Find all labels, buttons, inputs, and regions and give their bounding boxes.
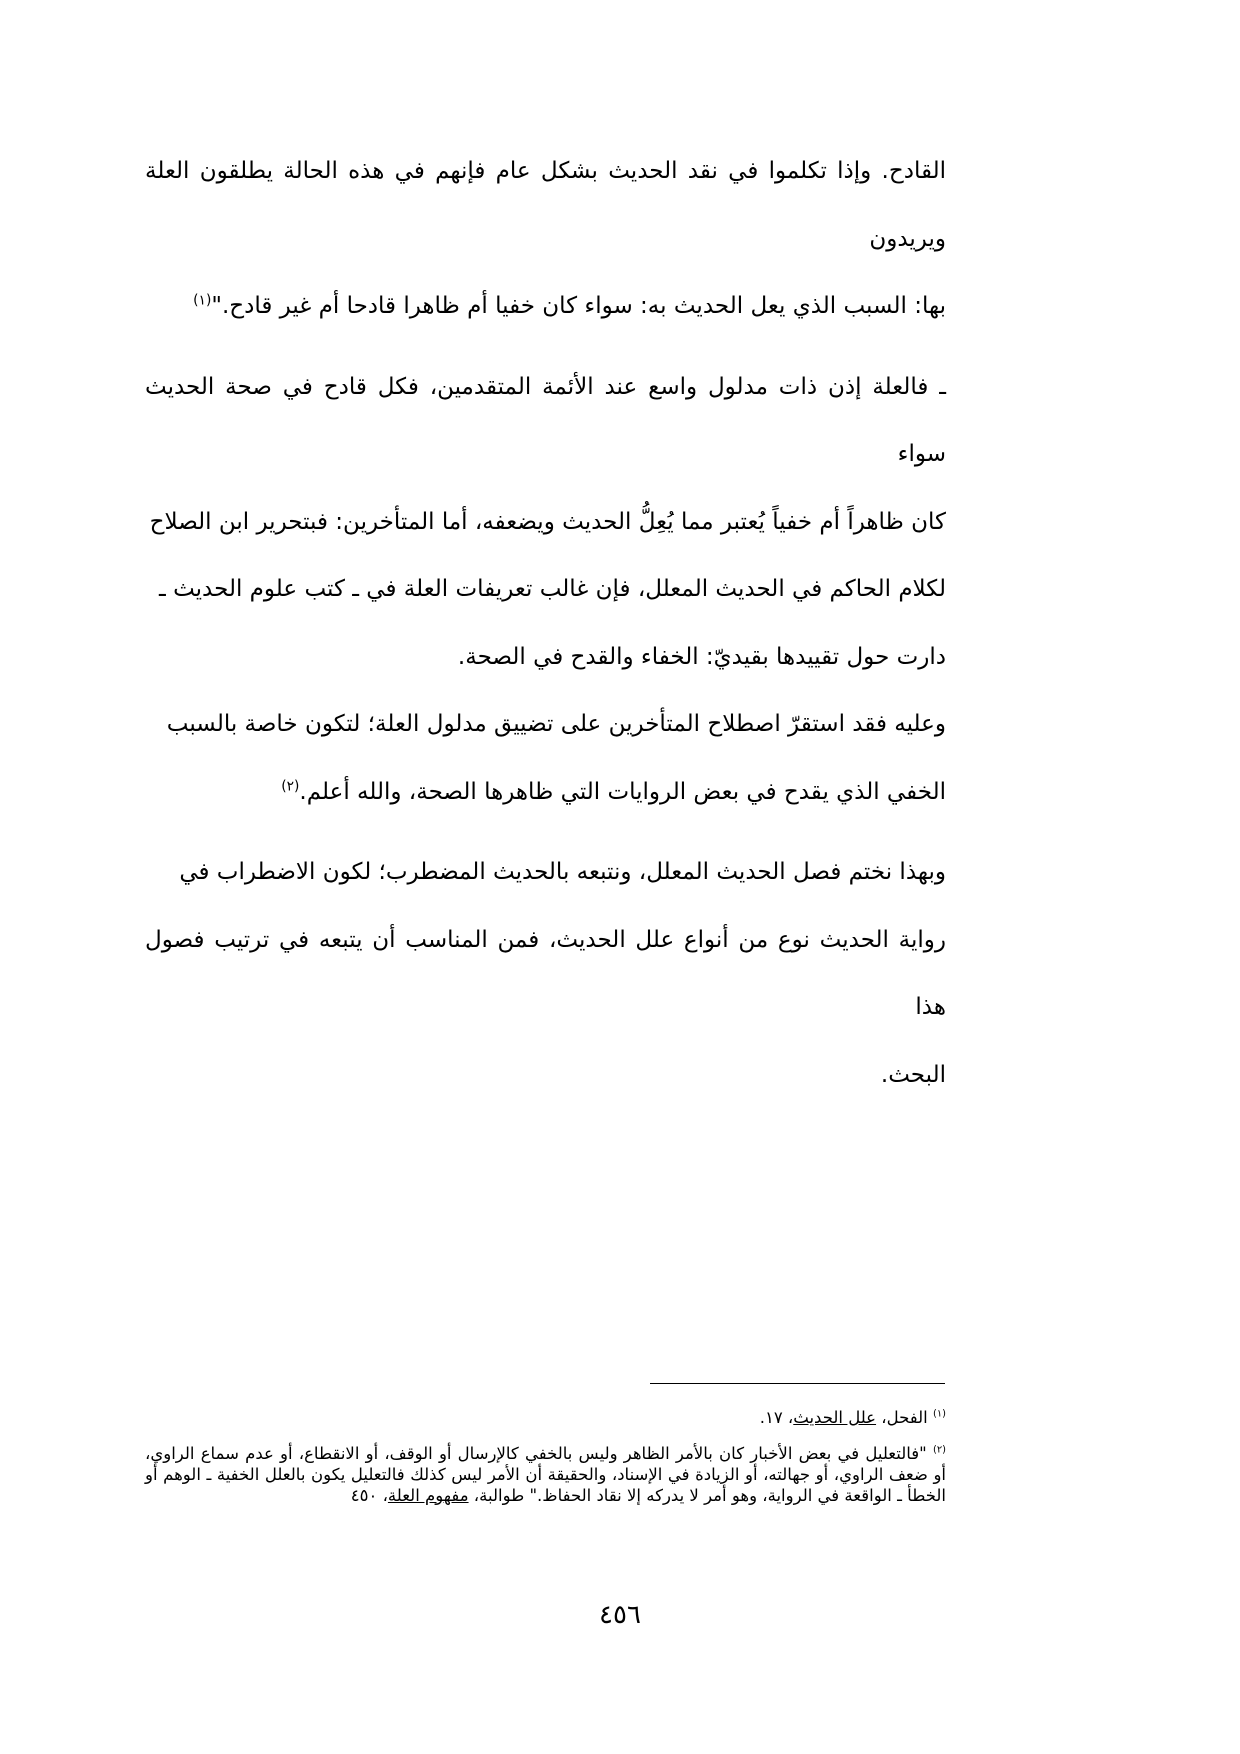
footnote-1-marker: (١)	[932, 1408, 946, 1420]
text-line: القادح. وإذا تكلموا في نقد الحديث بشكل عام فإنهم في هذه الحالة يطلقون العلة ويريدون	[145, 158, 946, 252]
page-number: ٤٥٦	[599, 1600, 641, 1630]
text-line: وعليه فقد استقرّ اصطلاح المتأخرين على تضييق مدلول العلة؛ لتكون خاصة بالسبب	[166, 711, 946, 737]
text-line: وبهذا نختم فصل الحديث المعلل، ونتبعه بالحديث المضطرب؛ لكون الاضطراب في	[179, 859, 946, 885]
paragraph-2	[145, 354, 946, 692]
text-line: لكلام الحاكم في الحديث المعلل، فإن غالب تعريفات العلة في ـ كتب علوم الحديث ـ	[159, 576, 946, 602]
footnote-2-page: ، ٤٥٠	[350, 1486, 388, 1505]
main-text	[145, 138, 946, 1109]
footnote-2-text: "فالتعليل في بعض الأخبار كان بالأمر الظاهر وليس بالخفي كالإرسال أو الوقف، أو الانقطاع، أو عدم سماع الراوي، أو ضعف الراوي، أو جهالته، أو الزيادة في الإسناد، والحقيقة أن الأمر ليس كذلك فالتعليل يكون بالعلل الخفية ـ الوهم أو الخطأ ـ الواقعة في الرواية، وهو أمر لا يدركه إلا نقاد الحفاظ." طوالبة،	[145, 1444, 946, 1505]
paragraph-4	[145, 839, 946, 1109]
text-line: بها: السبب الذي يعل الحديث به: سواء كان خفيا أم ظاهرا قادحا أم غير قادح."	[211, 293, 946, 319]
footnote-2-marker: (٢)	[932, 1444, 946, 1456]
footnote-1-title: علل الحديث	[793, 1408, 877, 1427]
text-line: ـ فالعلة إذن ذات مدلول واسع عند الأئمة المتقدمين، فكل قادح في صحة الحديث سواء	[145, 373, 946, 467]
text-line: رواية الحديث نوع من أنواع علل الحديث، فمن المناسب أن يتبعه في ترتيب فصول هذا	[145, 926, 946, 1020]
text-line: البحث.	[880, 1061, 946, 1088]
footnote-divider	[650, 1383, 945, 1384]
footnote-2	[145, 1443, 946, 1506]
footnote-1	[145, 1393, 946, 1443]
footnote-ref-2[interactable]: (٢)	[281, 777, 300, 794]
paragraph-1	[145, 138, 946, 341]
footnote-1-author: الفحل،	[876, 1408, 933, 1427]
text-line: الخفي الذي يقدح في بعض الروايات التي ظاهرها الصحة، والله أعلم.	[299, 778, 946, 805]
paragraph-3	[145, 691, 946, 826]
text-line: كان ظاهراً أم خفياً يُعتبر مما يُعِلُّ الحديث ويضعفه، أما المتأخرين: فبتحرير ابن الصلاح	[149, 508, 946, 535]
footnote-ref-1[interactable]: (١)	[193, 292, 212, 309]
text-line: دارت حول تقييدها بقيديّ: الخفاء والقدح في الصحة.	[457, 643, 946, 670]
footnote-2-title: مفهوم العلة	[387, 1486, 469, 1505]
footnotes	[145, 1393, 946, 1506]
footnote-1-page: ، ١٧.	[759, 1408, 794, 1427]
